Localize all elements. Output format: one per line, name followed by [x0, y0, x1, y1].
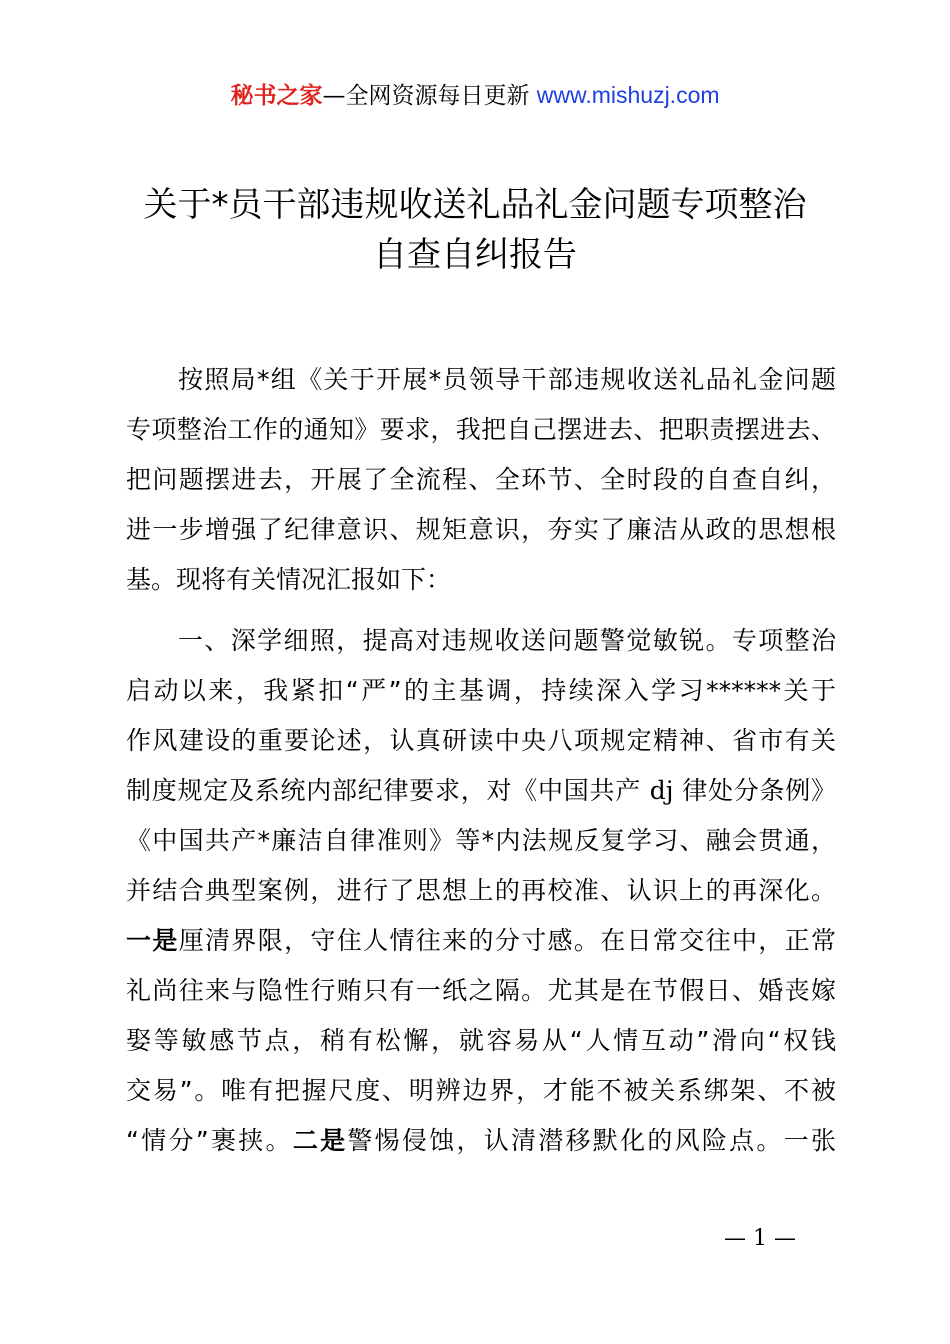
text-line: 礼尚往来与隐性行贿只有一纸之隔。尤其是在节假日、婚丧嫁	[126, 976, 836, 1005]
text-line: 专项整治工作的通知》要求，我把自己摆进去、把职责摆进去、	[126, 415, 836, 444]
text-line: 作风建设的重要论述，认真研读中央八项规定精神、省市有关	[126, 726, 836, 755]
document-title	[60, 180, 890, 280]
text-line	[126, 1116, 836, 1166]
title-line-1: 关于*员干部违规收送礼品礼金问题专项整治	[143, 185, 807, 225]
text-fragment: “情分”裹挟。	[126, 1126, 293, 1155]
text-line: 进一步增强了纪律意识、规矩意识，夯实了廉洁从政的思想根	[126, 515, 836, 544]
text-line: 交易”。唯有把握尺度、明辨边界，才能不被关系绑架、不被	[126, 1076, 836, 1105]
text-line	[126, 766, 836, 816]
site-url-link[interactable]: www.mishuzj.com	[536, 82, 720, 108]
point-marker: 二是	[292, 1126, 348, 1155]
brand-name: 秘书之家	[230, 83, 323, 109]
title-line-2: 自查自纠报告	[373, 235, 577, 275]
text-line: 《中国共产*廉洁自律准则》等*内法规反复学习、融会贯通，	[126, 826, 836, 855]
text-line: 娶等敏感节点，稍有松懈，就容易从“人情互动”滑向“权钱	[126, 1026, 836, 1055]
text-fragment: 厘清界限，守住人情往来的分寸感。在日常交往中，正常	[178, 926, 836, 955]
section-heading-line: 一、深学细照，提高对违规收送问题警觉敏锐。专项整治	[178, 626, 836, 655]
site-header	[0, 78, 950, 113]
text-fragment: 警惕侵蚀，认清潜移默化的风险点。一张	[347, 1126, 836, 1155]
text-fragment: 制度规定及系统内部纪律要求，对《中国共产	[126, 776, 642, 805]
text-line	[126, 916, 836, 966]
point-marker: 一是	[126, 926, 179, 955]
text-fragment: dj	[649, 776, 674, 805]
text-fragment: 律处分条例》	[682, 776, 836, 805]
text-line: 基。现将有关情况汇报如下：	[126, 565, 452, 594]
text-line: 按照局*组《关于开展*员领导干部违规收送礼品礼金问题	[178, 365, 836, 394]
text-line: 并结合典型案例，进行了思想上的再校准、认识上的再深化。	[126, 876, 836, 905]
page-number: — 1 —	[724, 1226, 796, 1251]
text-line: 把问题摆进去，开展了全流程、全环节、全时段的自查自纠，	[126, 465, 836, 494]
paragraph-section-1	[126, 616, 836, 1166]
paragraph-intro	[126, 355, 836, 605]
text-line: 启动以来，我紧扣“严”的主基调，持续深入学习******关于	[126, 676, 836, 705]
header-tagline: —全网资源每日更新	[322, 83, 530, 109]
